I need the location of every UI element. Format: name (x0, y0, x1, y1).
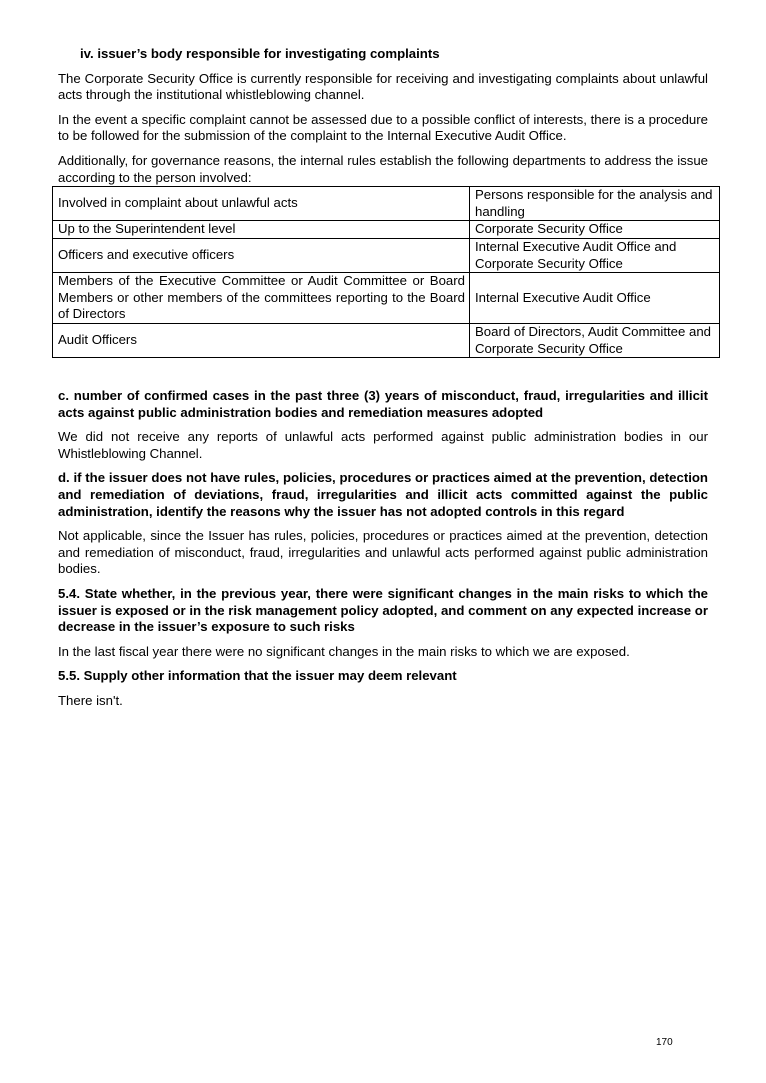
table-cell-responsible: Internal Executive Audit Office and Corporate Security Office (470, 238, 720, 272)
table-cell-involved: Officers and executive officers (53, 238, 470, 272)
spacer (58, 358, 708, 388)
table-row (53, 238, 720, 272)
table-cell-responsible: Corporate Security Office (470, 221, 720, 239)
section-5-4-heading: 5.4. State whether, in the previous year, there were significant changes in the main risks to which the issuer is exposed or in the risk management policy adopted, and comment on any expected increase or decrease in the issuer’s exposure to such risks (58, 586, 708, 635)
section-c-body: We did not receive any reports of unlawful acts performed against public administration bodies in our Whistleblowing Channel. (58, 429, 708, 461)
section-d-body: Not applicable, since the Issuer has rules, policies, procedures or practices aimed at the prevention, detection and remediation of misconduct, fraud, irregularities and unlawful acts performed against public administration bodies. (58, 528, 708, 577)
section-5-5-body: There isn't. (58, 693, 123, 708)
page-number: 170 (656, 1037, 673, 1048)
table-cell-involved: Up to the Superintendent level (53, 221, 470, 239)
section-iv-paragraph-2: In the event a specific complaint cannot be assessed due to a possible conflict of interests, there is a procedure to be followed for the submission of the complaint to the Internal Executive Audit Office. (58, 111, 708, 144)
table-header-involved: Involved in complaint about unlawful acts (53, 187, 470, 221)
table-cell-involved: Members of the Executive Committee or Audit Committee or Board Members or other members of the committees reporting to the Board of Directors (53, 273, 470, 324)
document-page (58, 46, 713, 718)
section-iv-heading: iv. issuer’s body responsible for investigating complaints (80, 46, 440, 61)
table-header-responsible: Persons responsible for the analysis and handling (470, 187, 720, 221)
table-row (53, 273, 720, 324)
section-5-5-heading: 5.5. Supply other information that the issuer may deem relevant (58, 668, 457, 684)
table-cell-responsible: Board of Directors, Audit Committee and Corporate Security Office (470, 323, 720, 357)
section-iv-paragraph-1: The Corporate Security Office is currently responsible for receiving and investigating complaints about unlawful acts through the institutional whistleblowing channel. (58, 70, 708, 103)
section-c-heading: c. number of confirmed cases in the past three (3) years of misconduct, fraud, irregularities and illicit acts against public administration bodies and remediation measures adopted (58, 388, 708, 420)
table-cell-involved: Audit Officers (53, 323, 470, 357)
section-5-4-body: In the last fiscal year there were no significant changes in the main risks to which we are exposed. (58, 643, 630, 659)
section-d-heading: d. if the issuer does not have rules, policies, procedures or practices aimed at the prevention, detection and remediation of deviations, fraud, irregularities and illicit acts committed against the public administration, identify the reasons why the issuer has not adopted controls in this regard (58, 470, 708, 519)
table-row (53, 221, 720, 239)
section-iv-paragraph-3: Additionally, for governance reasons, the internal rules establish the following departments to address the issue according to the person involved: (58, 152, 708, 185)
responsibility-table (52, 186, 720, 358)
table-cell-responsible: Internal Executive Audit Office (470, 273, 720, 324)
table-header-row (53, 187, 720, 221)
table-row (53, 323, 720, 357)
